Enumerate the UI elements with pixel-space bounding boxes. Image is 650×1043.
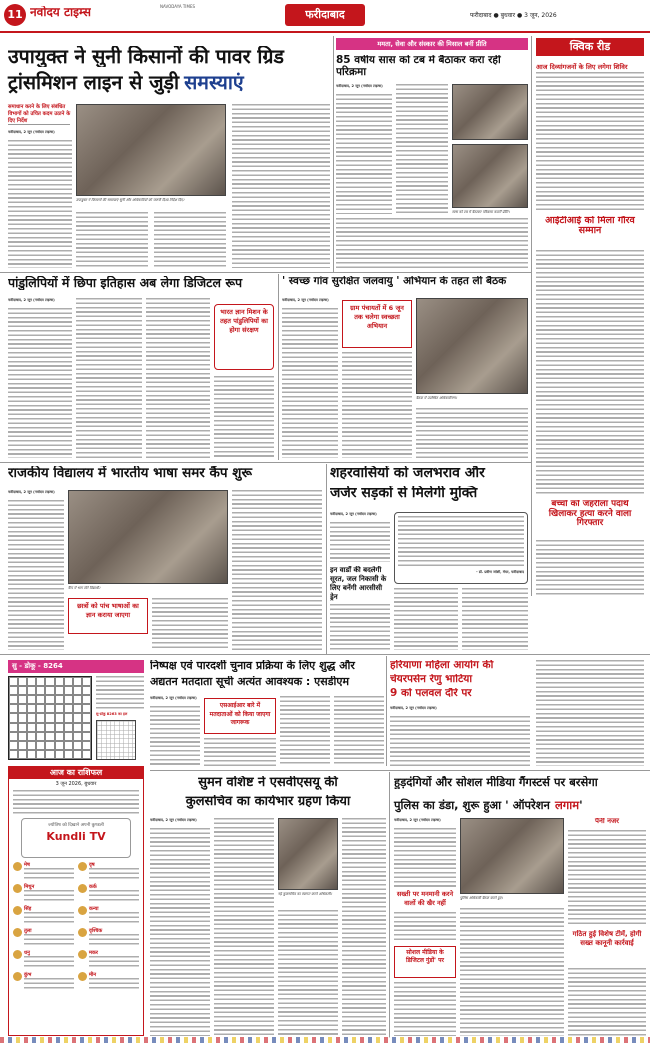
- horoscope-sign-name: कन्या: [89, 906, 99, 912]
- story2-body-col1: [336, 94, 392, 214]
- horoscope-sign: [13, 906, 74, 926]
- sudoku-cell: [82, 695, 91, 704]
- horoscope-sign-text: [24, 884, 74, 902]
- horoscope-sign-text-lines: [89, 956, 139, 968]
- story1-caption: उपायुक्त ने किसानों की समस्याएं सुनीं और अधिकारियों को जरूरी दिशा-निर्देश दिए।: [76, 198, 185, 202]
- sudoku-cell: [82, 732, 91, 741]
- sudoku-cell: [27, 704, 36, 713]
- sudoku-cell: [27, 686, 36, 695]
- horoscope-sign-name: तुला: [24, 928, 32, 934]
- horoscope-sign-text-lines: [89, 868, 139, 880]
- zodiac-icon: [78, 862, 87, 871]
- horoscope-sign-name: कुंभ: [24, 972, 32, 978]
- horoscope-sign-name: मकर: [89, 950, 98, 956]
- column-divider-1: [333, 36, 334, 272]
- sudoku-cell: [18, 713, 27, 722]
- story10-body-col3: [394, 982, 456, 1036]
- story6-body-col2: [330, 604, 390, 650]
- zodiac-icon: [78, 950, 87, 959]
- zodiac-icon: [13, 862, 22, 871]
- sudoku-cell: [55, 750, 64, 759]
- sudoku-cell: [36, 732, 45, 741]
- row-rule-1: [0, 272, 531, 273]
- story5-highlight-box: छात्रों को पांच भाषाओं का ज्ञान कराया जाएगा: [68, 598, 148, 634]
- story9-body-col4: [342, 818, 386, 1036]
- story10-box1: सख्ती पर मनमानी करने वालों की खैर नहीं: [396, 890, 454, 907]
- zodiac-icon: [13, 884, 22, 893]
- story2-caption: सास को टब में बैठाकर परिक्रमा करतीं प्रीति।: [452, 210, 510, 214]
- story2-strap: ममता, सेवा और संस्कार की मिसाल बनीं प्रीति: [336, 38, 528, 50]
- sudoku-cell: [45, 741, 54, 750]
- masthead-rule: [0, 31, 650, 33]
- sudoku-cell: [82, 686, 91, 695]
- story8-headline-line2: चेयरपर्सन रेणु भाटिया: [390, 674, 473, 685]
- sudoku-cell: [18, 686, 27, 695]
- horoscope-sign-name: कर्क: [89, 884, 97, 890]
- horoscope-sign-name: धनु: [24, 950, 30, 956]
- sudoku-cell: [73, 713, 82, 722]
- horoscope-sign-text-lines: [24, 912, 74, 924]
- story2-body-col2: [396, 84, 448, 214]
- sudoku-cell: [9, 695, 18, 704]
- sudoku-cell: [55, 695, 64, 704]
- horoscope-sign-name: सिंह: [24, 906, 32, 912]
- story3-highlight-box: भारत ज्ञान मिशन के तहत पांडुलिपियों का होगा संरक्षण: [214, 304, 274, 370]
- sudoku-cell: [27, 750, 36, 759]
- story8-headline-line1: हरियाणा महिला आयोग की: [390, 660, 494, 671]
- story1-kicker: समाधान करने के लिए संबंधित विभागों को उचित कदम उठाने के दिए निर्देश: [8, 104, 71, 124]
- story1-headline-line1: उपायुक्त ने सुनी किसानों की पावर ग्रिड: [8, 46, 284, 68]
- page-number-badge: 11: [4, 4, 26, 26]
- story7-highlight-box: एसआईआर बारे में मतदाताओं को किया जाएगा जागरूक: [204, 698, 276, 734]
- story2-byline: फरीदाबाद, 2 जून (नवोदय टाइम्स): [336, 84, 383, 88]
- horoscope-sign-text: [89, 906, 139, 924]
- zodiac-icon: [78, 928, 87, 937]
- column-divider-4: [386, 656, 387, 766]
- horoscope-sign: [13, 950, 74, 970]
- horoscope-intro: [13, 790, 139, 814]
- paper-name: नवोदय टाइम्स: [30, 6, 92, 19]
- story1-body-col2: [76, 212, 148, 268]
- sudoku-cell: [82, 713, 91, 722]
- story3-body-col3: [146, 298, 210, 458]
- story1-headline-part-b: ट्रांसमिशन लाइन से जुड़ी: [8, 71, 180, 94]
- sudoku-cell: [55, 704, 64, 713]
- story6-headline-line1: शहरवासियों को जलभराव और: [330, 466, 485, 481]
- story10-body-col5: [568, 830, 646, 926]
- sudoku-cell: [55, 723, 64, 732]
- story8-byline: फरीदाबाद, 2 जून (नवोदय टाइम्स): [390, 706, 437, 710]
- sudoku-cell: [9, 732, 18, 741]
- sudoku-cell: [9, 677, 18, 686]
- story2-photo-2: [452, 144, 528, 208]
- story9-headline-line2: कुलसचिव का कार्यभार ग्रहण किया: [185, 795, 351, 809]
- sudoku-cell: [27, 732, 36, 741]
- sudoku-instructions: [96, 676, 144, 710]
- sudoku-cell: [18, 750, 27, 759]
- story10-body-col6: [568, 968, 646, 1036]
- story6-headline-line2: जर्जर सड़कों से मिलेगी मुक्ति: [330, 486, 478, 501]
- horoscope-date: 3 जून 2026, बुधवार: [55, 781, 97, 787]
- sudoku-cell: [36, 723, 45, 732]
- sudoku-cell: [55, 686, 64, 695]
- sudoku-cell: [73, 695, 82, 704]
- horoscope-brand-sub: ज्योतिष को दिखाने अपनी कुण्डली: [48, 823, 104, 828]
- column-divider-3: [326, 464, 327, 654]
- sudoku-cell: [82, 704, 91, 713]
- horoscope-sign-text: [24, 950, 74, 968]
- quickread-item3-body: [536, 540, 644, 596]
- horoscope-sign: [13, 884, 74, 904]
- sudoku-cell: [82, 677, 91, 686]
- story5-byline: फरीदाबाद, 2 जून (नवोदय टाइम्स): [8, 490, 55, 494]
- sudoku-cell: [82, 741, 91, 750]
- sudoku-cell: [45, 713, 54, 722]
- story10-headline-line2: [394, 794, 646, 813]
- story10-box2: पैनी नजर: [594, 818, 620, 825]
- sudoku-cell: [64, 741, 73, 750]
- sudoku-cell: [82, 750, 91, 759]
- sudoku-cell: [45, 750, 54, 759]
- story10-headline-part-c: लगाम: [555, 798, 580, 812]
- horoscope-sign: [13, 972, 74, 992]
- sudoku-cell: [64, 750, 73, 759]
- story10-headline-end-quote: ': [579, 798, 583, 812]
- sudoku-cell: [18, 704, 27, 713]
- story1-kicker-rule: [8, 124, 70, 125]
- sudoku-cell: [64, 686, 73, 695]
- sudoku-cell: [55, 732, 64, 741]
- horoscope-sign-text-lines: [24, 956, 74, 968]
- horoscope-sign: [78, 906, 139, 926]
- story4-body-col1: [282, 308, 338, 458]
- sudoku-cell: [45, 695, 54, 704]
- story4-caption: बैठक में उपस्थित अधिकारीगण।: [416, 396, 458, 400]
- story2-body-col3: [336, 218, 528, 268]
- sudoku-cell: [73, 723, 82, 732]
- sudoku-cell: [64, 704, 73, 713]
- sudoku-cell: [82, 723, 91, 732]
- story10-body-col1: [394, 828, 456, 888]
- story9-body-col3: [278, 910, 338, 1036]
- horoscope-sign-name: मीन: [89, 972, 97, 978]
- sudoku-cell: [9, 704, 18, 713]
- zodiac-icon: [13, 906, 22, 915]
- sudoku-cell: [36, 704, 45, 713]
- story6-quote-body: [398, 516, 524, 566]
- section-city-banner: फरीदाबाद: [285, 4, 365, 26]
- story6-body-col3: [394, 588, 458, 650]
- masthead: [0, 0, 650, 36]
- story4-body-col2: [342, 352, 412, 458]
- horoscope-sign: [78, 884, 139, 904]
- horoscope-title: आज का राशिफल: [9, 767, 143, 779]
- horoscope-sign-text-lines: [89, 890, 139, 902]
- row-rule-4: [150, 770, 650, 771]
- horoscope-sign-text: [89, 884, 139, 902]
- horoscope-sign: [13, 862, 74, 882]
- story9-body-col1: [150, 828, 210, 1036]
- story6-byline: फरीदाबाद, 2 जून (नवोदय टाइम्स): [330, 512, 377, 516]
- story1-photo: [76, 104, 226, 196]
- sudoku-cell: [64, 713, 73, 722]
- story3-body-col2: [76, 298, 142, 458]
- sudoku-grid: [8, 676, 92, 760]
- horoscope-sign-text-lines: [89, 934, 139, 946]
- horoscope-sign-name: मेष: [24, 862, 30, 868]
- horoscope-sign-text-lines: [24, 934, 74, 946]
- sudoku-cell: [27, 677, 36, 686]
- story1-body-col1: [8, 140, 72, 268]
- horoscope-sign-text: [24, 928, 74, 946]
- horoscope-sign-text: [89, 928, 139, 946]
- sudoku-solution-grid: [96, 720, 136, 760]
- horoscope-sign: [78, 972, 139, 992]
- story10-byline: फरीदाबाद, 2 जून (नवोदय टाइम्स): [394, 818, 441, 822]
- story9-caption: नई कुलसचिव का स्वागत करते अधिकारी।: [278, 892, 333, 896]
- quickread-title: क्विक रीड: [536, 38, 644, 56]
- story1-body-col3: [154, 212, 226, 268]
- story7-body-col2: [204, 738, 276, 766]
- horoscope-sign-text: [24, 862, 74, 880]
- story4-byline: फरीदाबाद, 2 जून (नवोदय टाइम्स): [282, 298, 329, 302]
- horoscope-sign-text: [89, 972, 139, 990]
- sudoku-cell: [64, 677, 73, 686]
- story7-byline: फरीदाबाद, 2 जून (नवोदय टाइम्स): [150, 696, 197, 700]
- story10-box3: गठित हुई विशेष टीमें, होगी सख्त कानूनी कार्रवाई: [572, 930, 642, 947]
- horoscope-sign-text: [89, 950, 139, 968]
- horoscope-sign-text-lines: [89, 912, 139, 924]
- sudoku-cell: [64, 695, 73, 704]
- column-divider-qr: [531, 36, 532, 596]
- horoscope-sign: [78, 862, 139, 882]
- registration-marks: [0, 1037, 650, 1043]
- horoscope-sign-text-lines: [89, 978, 139, 990]
- horoscope-sign-text: [24, 972, 74, 990]
- story4-photo: [416, 298, 528, 394]
- row-rule-3: [0, 654, 650, 655]
- horoscope-sign-name: मिथुन: [24, 884, 35, 890]
- story5-photo: [68, 490, 228, 584]
- sudoku-cell: [9, 713, 18, 722]
- story9-body-col2: [214, 818, 274, 1036]
- sudoku-cell: [18, 741, 27, 750]
- quickread-item2-body: [536, 250, 644, 494]
- story1-headline-line2: [8, 72, 330, 93]
- column-divider-5: [389, 772, 390, 1038]
- horoscope-sign-text: [89, 862, 139, 880]
- horoscope-panel: [8, 766, 144, 1036]
- story4-body-col3: [416, 408, 528, 458]
- zodiac-icon: [78, 906, 87, 915]
- sudoku-cell: [36, 677, 45, 686]
- story4-headline: ' स्वच्छ गांव सुरक्षित जलवायु ' अभियान के तहत ली बैठक: [282, 276, 507, 287]
- story7-body-col1: [150, 706, 200, 766]
- sudoku-cell: [45, 704, 54, 713]
- horoscope-sign-name: वृष: [89, 862, 95, 868]
- story7-headline-line2: अद्यतन मतदाता सूची अत्यंत आवश्यक : एसडीएम: [150, 676, 350, 688]
- horoscope-sign-text-lines: [24, 868, 74, 880]
- story10-box4: सोशल मीडिया के डिजिटल गुंडों' पर: [394, 946, 456, 978]
- horoscope-signs: [13, 862, 139, 992]
- column-divider-2: [278, 274, 279, 460]
- sudoku-cell: [55, 713, 64, 722]
- sudoku-solution-label: सु-डोकू 8263 का हल: [96, 712, 128, 716]
- story7-body-col4: [334, 696, 384, 766]
- zodiac-icon: [13, 972, 22, 981]
- sudoku-cell: [18, 732, 27, 741]
- horoscope-sign: [13, 928, 74, 948]
- story5-headline: राजकीय विद्यालय में भारतीय भाषा समर कैंप शुरू: [8, 466, 252, 481]
- quickread-item3-head: बच्चों को जहरीला पदार्थ खिलाकर हत्या करने वाला गिरफ्तार: [548, 500, 632, 529]
- sudoku-cell: [73, 732, 82, 741]
- sudoku-cell: [73, 750, 82, 759]
- sudoku-cell: [36, 750, 45, 759]
- row-rule-2: [0, 462, 531, 463]
- story3-headline: पांडुलिपियों में छिपा इतिहास अब लेगा डिजिटल रूप: [8, 276, 243, 290]
- story10-headline-line1: हुड़दंगियों और सोशल मीडिया गैंगस्टर्स पर बरसेगा: [394, 776, 598, 789]
- horoscope-sign-name: वृश्चिक: [89, 928, 103, 934]
- story1-body-col4: [232, 104, 330, 268]
- horoscope-sign-text-lines: [24, 890, 74, 902]
- zodiac-icon: [78, 972, 87, 981]
- sudoku-cell: [64, 732, 73, 741]
- horoscope-sign: [78, 950, 139, 970]
- story5-body-col3: [232, 490, 322, 650]
- story10-headline-part-b: पुलिस का डंडा, शुरू हुआ ' ऑपरेशन: [394, 798, 550, 812]
- quickread-item1-head: आज दिव्यांगजनों के लिए लगेगा शिविर: [536, 63, 628, 71]
- quickread-continued-body: [536, 660, 644, 766]
- story1-headline-part-c: समस्याएं: [184, 71, 244, 94]
- dateline: फरीदाबाद ● बुधवार ● 3 जून, 2026: [470, 12, 557, 19]
- story6-quote-signature: - डॉ. प्रवीण जोशी, मेयर, फरीदाबाद: [476, 570, 524, 574]
- sudoku-cell: [9, 723, 18, 732]
- story4-highlight-box: ग्राम पंचायतों में 6 जून तक चलेगा स्वच्छता अभियान: [342, 300, 412, 348]
- zodiac-icon: [13, 950, 22, 959]
- sudoku-cell: [18, 695, 27, 704]
- story9-byline: फरीदाबाद, 2 जून (नवोदय टाइम्स): [150, 818, 197, 822]
- story2-photo-1: [452, 84, 528, 140]
- zodiac-icon: [78, 884, 87, 893]
- sudoku-cell: [9, 750, 18, 759]
- sudoku-cell: [9, 686, 18, 695]
- story2-headline: 85 वर्षीय सास को टब में बैठाकर करा रहीं परिक्रमा: [336, 55, 501, 78]
- sudoku-cell: [36, 713, 45, 722]
- story7-body-col3: [280, 696, 330, 766]
- story3-byline: फरीदाबाद, 2 जून (नवोदय टाइम्स): [8, 298, 55, 302]
- sudoku-cell: [55, 741, 64, 750]
- horoscope-sign: [78, 928, 139, 948]
- sudoku-cell: [55, 677, 64, 686]
- story10-body-col4: [460, 908, 564, 1036]
- story6-subhead: इन वार्डों की बदलेगी सूरत, जल निकासी के लिए बनेंगी आरसीसी ड्रेन: [330, 566, 387, 601]
- story7-headline-line1: निष्पक्ष एवं पारदर्शी चुनाव प्रक्रिया के लिए शुद्ध और: [150, 660, 355, 672]
- quickread-item1-body: [536, 72, 644, 212]
- paper-name-small: NAVODAYA TIMES: [160, 4, 196, 9]
- story9-photo: [278, 818, 338, 890]
- horoscope-sign-text-lines: [24, 978, 74, 990]
- sudoku-cell: [36, 695, 45, 704]
- horoscope-brand-box: [21, 818, 131, 858]
- horoscope-sign-text: [24, 906, 74, 924]
- story6-quote-box: [394, 512, 528, 584]
- sudoku-cell: [18, 677, 27, 686]
- story6-body-col4: [462, 588, 528, 650]
- sudoku-cell: [27, 695, 36, 704]
- sudoku-cell: [45, 723, 54, 732]
- story5-body-col2: [152, 598, 228, 650]
- sudoku-cell: [64, 723, 73, 732]
- story10-caption: पुलिस अधिकारी बैठक करते हुए।: [460, 896, 503, 900]
- story5-caption: कैंप में भाग लेते विद्यार्थी।: [68, 586, 101, 590]
- story3-body-col1: [8, 308, 72, 458]
- story8-headline-line3: 9 को पलवल दौरे पर: [390, 688, 472, 699]
- sudoku-cell: [36, 741, 45, 750]
- zodiac-icon: [13, 928, 22, 937]
- sudoku-cell: [45, 732, 54, 741]
- sudoku-cell: [45, 677, 54, 686]
- sudoku-cell: [45, 686, 54, 695]
- story1-byline: फरीदाबाद, 2 जून (नवोदय टाइम्स): [8, 130, 55, 134]
- story3-body-col4: [214, 376, 274, 458]
- sudoku-cell: [36, 686, 45, 695]
- story9-headline-line1: सुमन वशिष्ट ने एसवीएसयू की: [198, 776, 338, 790]
- sudoku-cell: [27, 713, 36, 722]
- sudoku-cell: [73, 741, 82, 750]
- sudoku-cell: [27, 723, 36, 732]
- story6-body-col1: [330, 522, 390, 562]
- story10-photo: [460, 818, 564, 894]
- story5-body-col1: [8, 500, 64, 650]
- sudoku-cell: [73, 686, 82, 695]
- quickread-item2-head: आईटीआई को मिला गौरव सम्मान: [545, 216, 635, 237]
- story8-body: [390, 716, 530, 766]
- sudoku-cell: [27, 741, 36, 750]
- sudoku-cell: [73, 677, 82, 686]
- kundli-tv-logo: Kundli TV: [46, 830, 106, 843]
- sudoku-cell: [9, 741, 18, 750]
- story10-body-col2: [394, 912, 456, 942]
- sudoku-cell: [73, 704, 82, 713]
- sudoku-title: सु - डोकू - 8264: [8, 660, 144, 673]
- sudoku-cell: [18, 723, 27, 732]
